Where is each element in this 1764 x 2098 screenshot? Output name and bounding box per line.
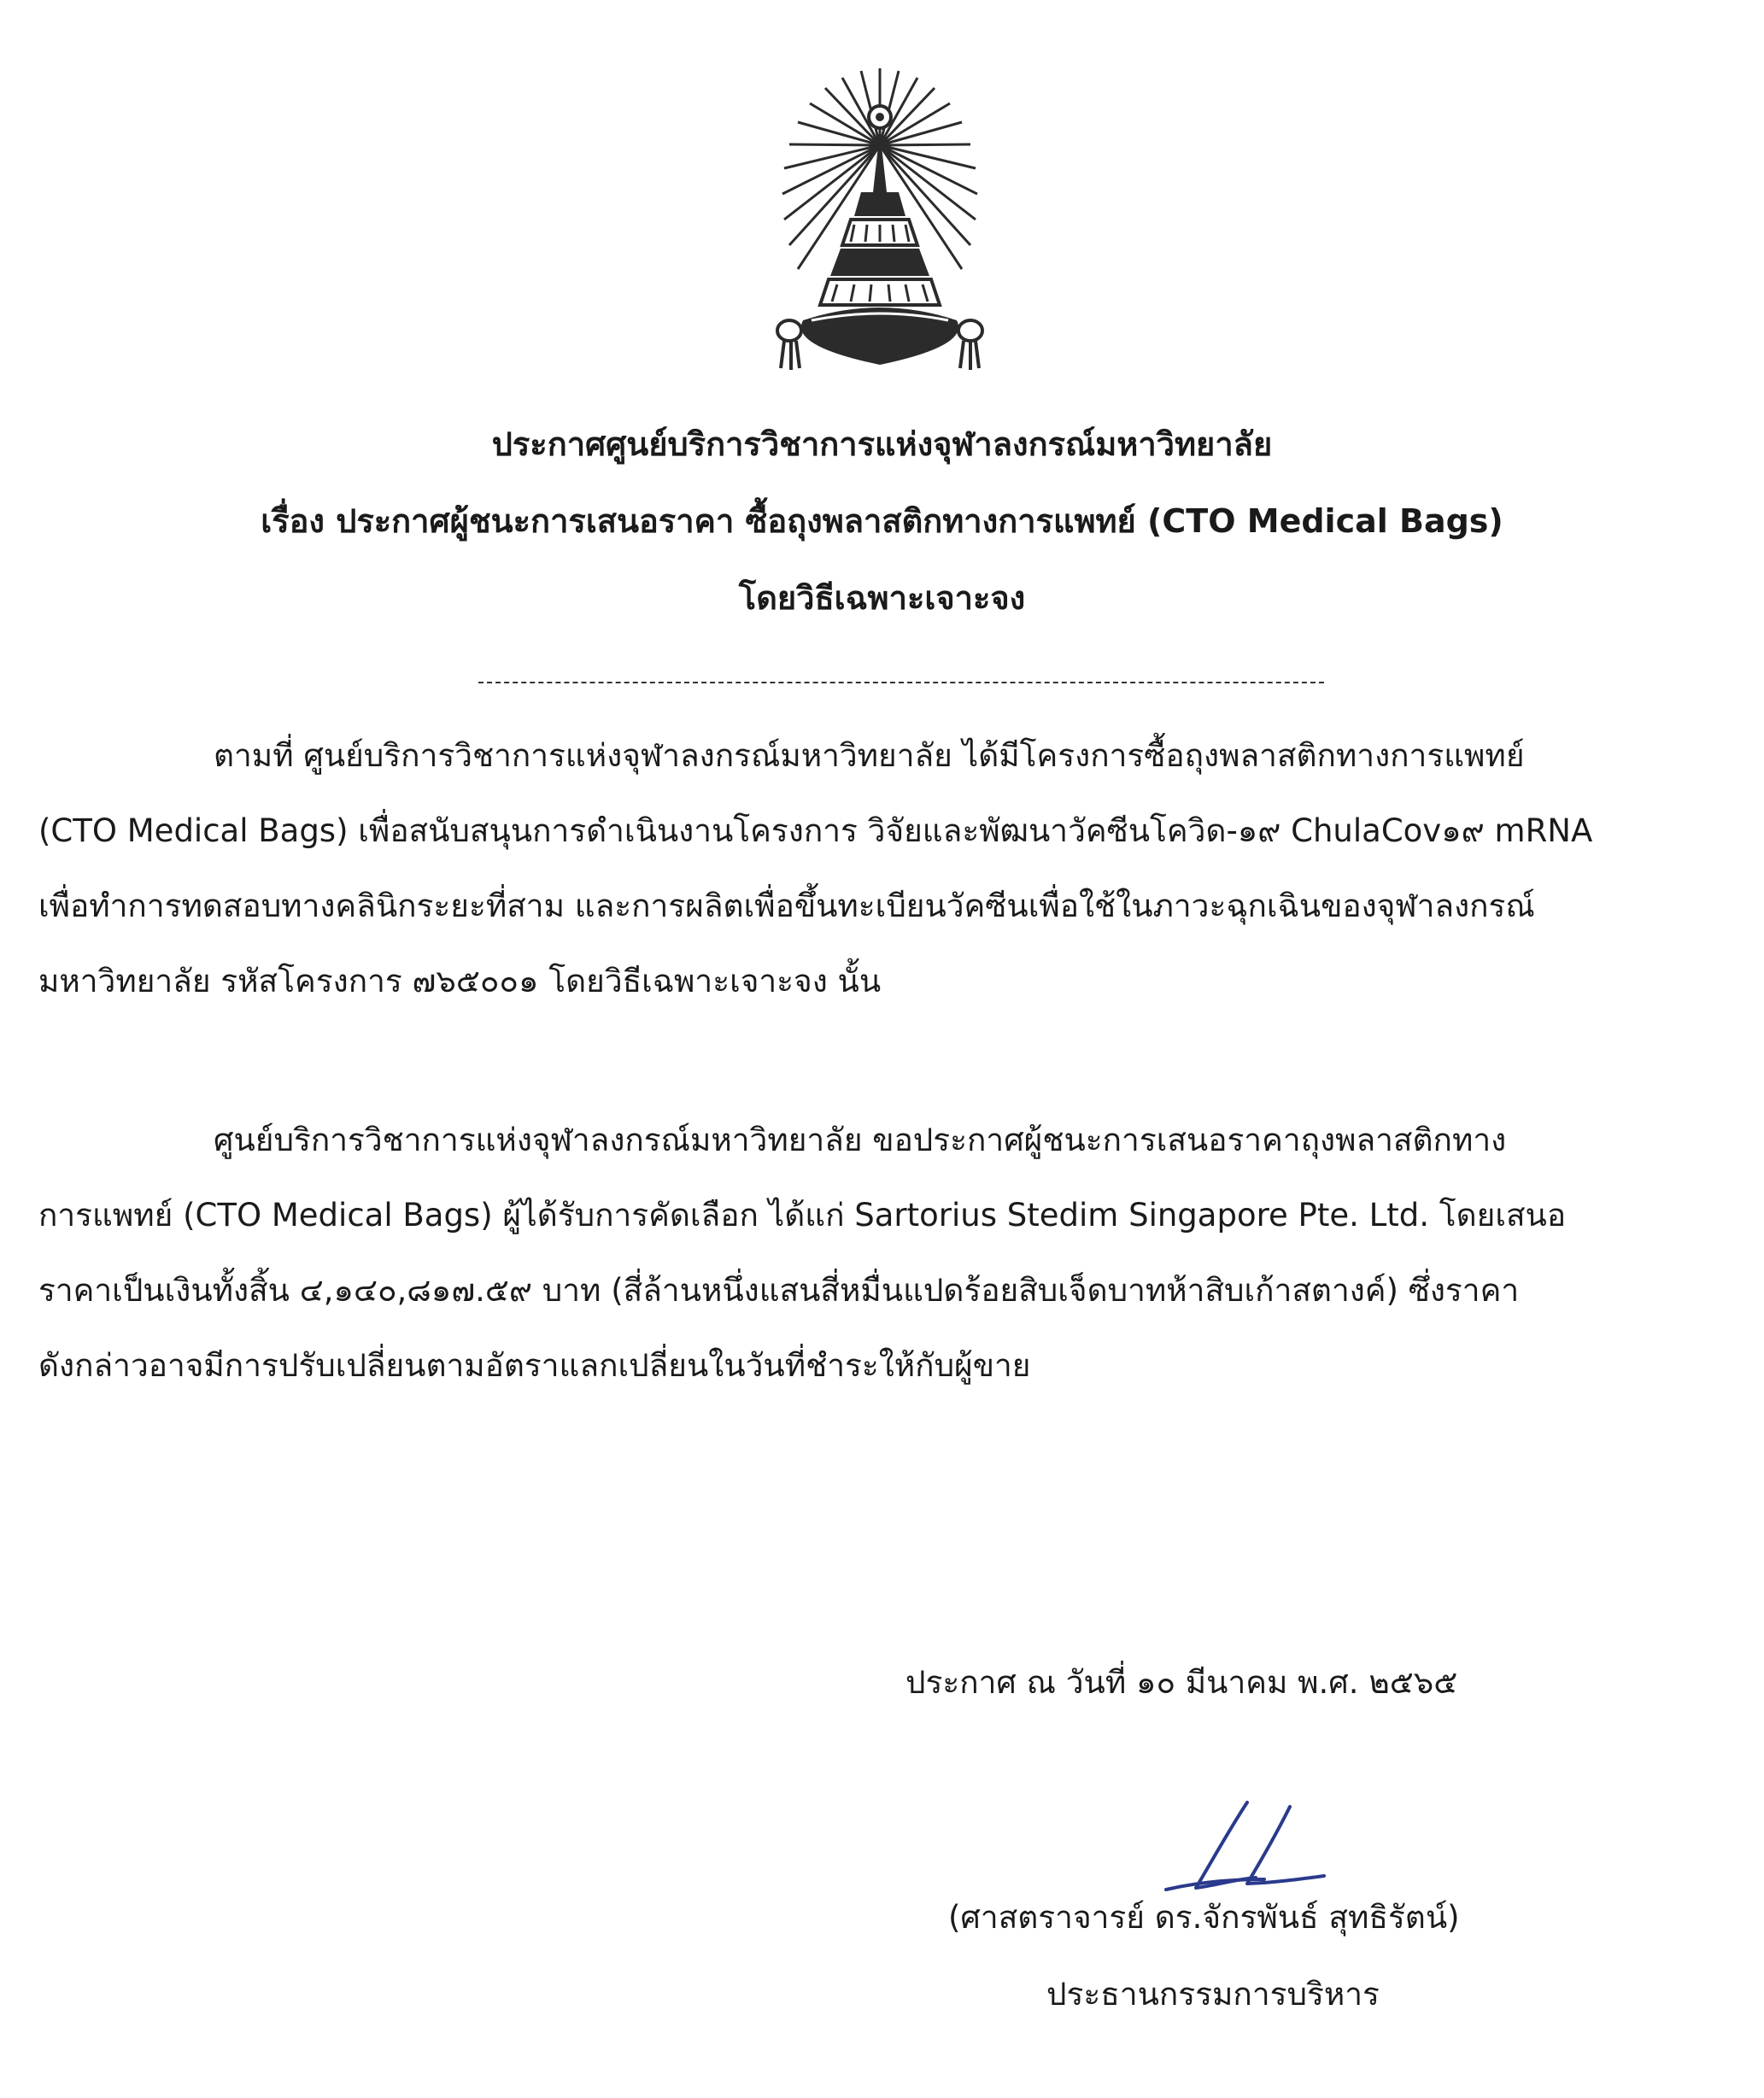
- paragraph-1-line-1: ตามที่ ศูนย์บริการวิชาการแห่งจุฬาลงกรณ์มหาวิทยาลัย ได้มีโครงการซื้อถุงพลาสติกทางการแพทย์: [214, 737, 1525, 774]
- announcement-subject: เรื่อง ประกาศผู้ชนะการเสนอราคา ซื้อถุงพลาสติกทางการแพทย์ (CTO Medical Bags): [261, 502, 1503, 540]
- separator-line: [478, 682, 1324, 683]
- procurement-method: โดยวิธีเฉพาะเจาะจง: [738, 579, 1026, 617]
- announcement-title: ประกาศศูนย์บริการวิชาการแห่งจุฬาลงกรณ์มหาวิทยาลัย: [491, 425, 1273, 463]
- paragraph-1-line-4: มหาวิทยาลัย รหัสโครงการ ๗๖๕๐๐๑ โดยวิธีเฉพาะเจาะจง นั้น: [38, 963, 882, 999]
- paragraph-1-line-2: (CTO Medical Bags) เพื่อสนับสนุนการดำเนินงานโครงการ วิจัยและพัฒนาวัคซีนโควิด-๑๙ ChulaCov๑๙ mRNA: [38, 812, 1593, 849]
- paragraph-2-line-1: ศูนย์บริการวิชาการแห่งจุฬาลงกรณ์มหาวิทยาลัย ขอประกาศผู้ชนะการเสนอราคาถุงพลาสติกทาง: [214, 1122, 1507, 1158]
- paragraph-2-line-2: การแพทย์ (CTO Medical Bags) ผู้ได้รับการคัดเลือก ได้แก่ Sartorius Stedim Singapore Pte. Ltd. โดยเสนอ: [38, 1197, 1567, 1234]
- signer-name: (ศาสตราจารย์ ดร.จักรพันธ์ สุทธิรัตน์): [948, 1899, 1460, 1936]
- paragraph-2-line-3: ราคาเป็นเงินทั้งสิ้น ๔,๑๔๐,๘๑๗.๕๙ บาท (สี่ล้านหนึ่งแสนสี่หมื่นแปดร้อยสิบเจ็ดบาทห้าสิบเก้าสตางค์) ซึ่งราคา: [38, 1272, 1520, 1309]
- paragraph-1-line-3: เพื่อทำการทดสอบทางคลินิกระยะที่สาม และการผลิตเพื่อขึ้นทะเบียนวัคซีนเพื่อใช้ในภาวะฉุกเฉินของจุฬาลงกรณ์: [38, 888, 1535, 924]
- announcement-date: ประกาศ ณ วันที่ ๑๐ มีนาคม พ.ศ. ๒๕๖๕: [905, 1664, 1458, 1701]
- paragraph-2-line-4: ดังกล่าวอาจมีการปรับเปลี่ยนตามอัตราแลกเปลี่ยนในวันที่ชำระให้กับผู้ขาย: [38, 1347, 1031, 1384]
- handwritten-signature-icon: [1162, 1794, 1333, 1905]
- chula-phra-kiao-emblem-icon: [769, 64, 991, 406]
- signer-position: ประธานกรรมการบริหาร: [1046, 1976, 1380, 2013]
